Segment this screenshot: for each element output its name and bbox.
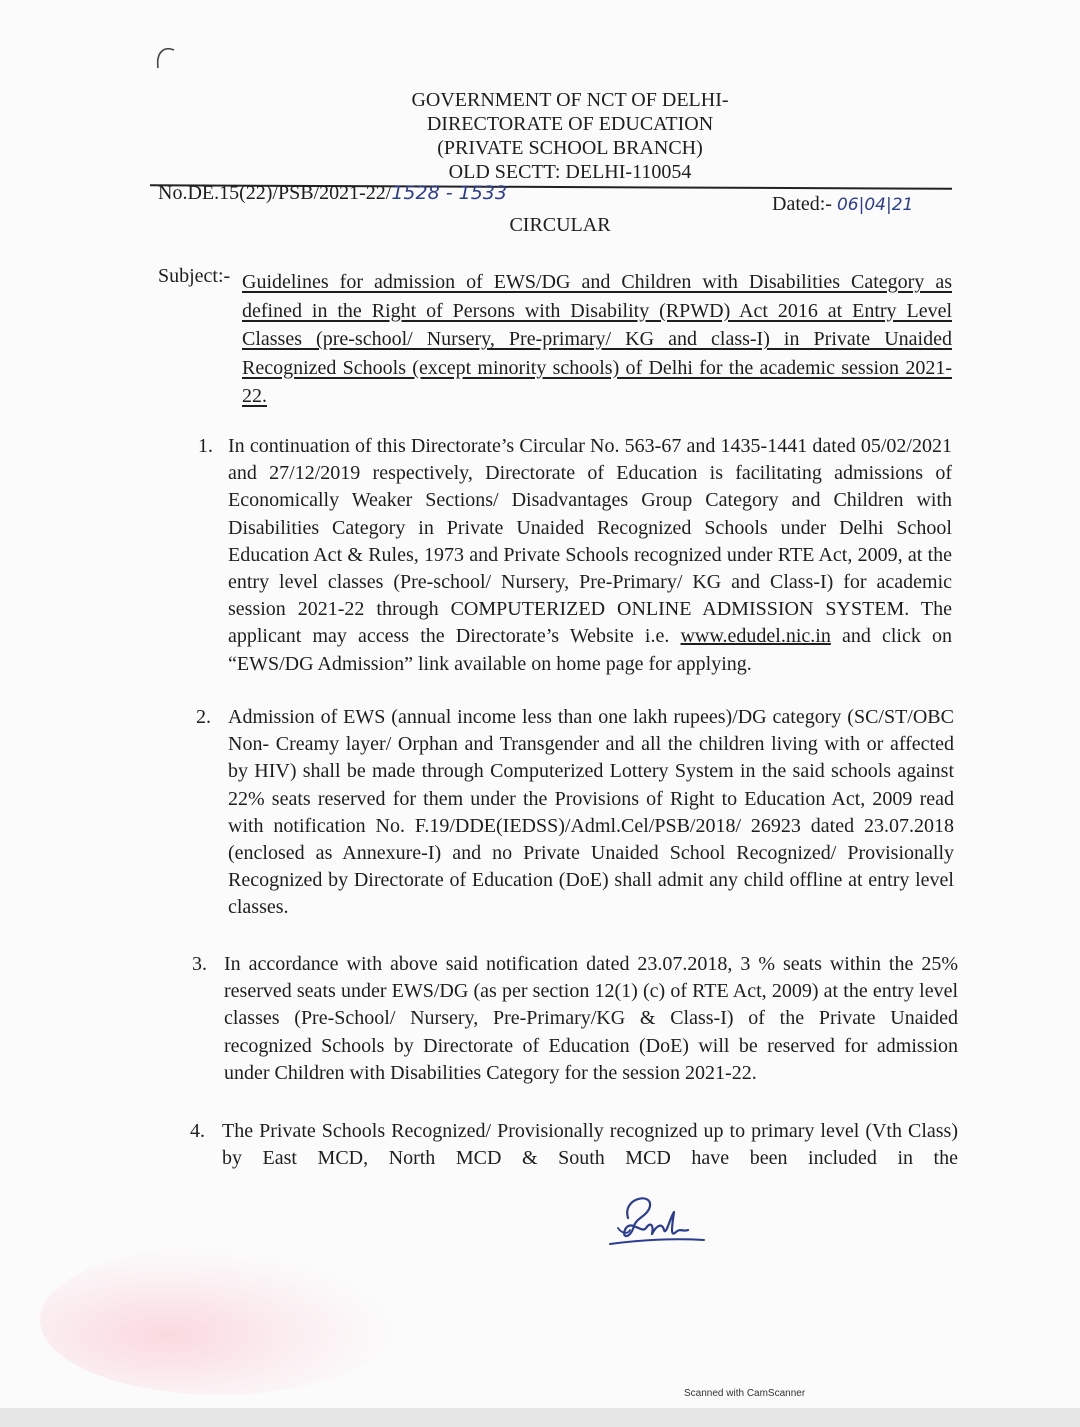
scan-stain bbox=[40, 1245, 400, 1395]
letterhead-address: OLD SECTT: DELHI-110054 bbox=[448, 161, 692, 183]
paragraph-number: 1. bbox=[198, 435, 213, 457]
paragraph-1 bbox=[198, 433, 952, 678]
circular-title: CIRCULAR bbox=[509, 214, 611, 236]
subject-text: Guidelines for admission of EWS/DG and Children with Disabilities Category as defined in the Right of Persons with Disability (RPWD) Act 2016 at Entry Level Classes (pre-school/ Nursery, Pre-primary/ KG and class-I) in Private Unaided Recognized Schools (except minority schools) of Delhi for the academic session 2021-22. bbox=[242, 271, 952, 407]
paragraph-text: In continuation of this Directorate’s Circular No. 563-67 and 1435-1441 dated 05/02/2021 and 27/12/2019 respectively, Directorate of Education is facilitating admissions of Economically Weaker Sections/ Disadvantages Group Category and Children with Disabilities Category in Private Unaided Recognized Schools under Delhi School Education Act & Rules, 1973 and Private Schools recognized under RTE Act, 2009, at the entry level classes (Pre-school/ Nursery, Pre-Primary/ KG and Class-I) for academic session 2021-22 through COMPUTERIZED ONLINE ADMISSION SYSTEM. The applicant may access the Directorate’s Website i.e. bbox=[228, 435, 952, 648]
subject-label: Subject:- bbox=[158, 265, 231, 287]
paragraph-text: The Private Schools Recognized/ Provisionally recognized up to primary level (Vth Class) by East MCD, North MCD & South MCD have been included in the bbox=[222, 1120, 958, 1170]
scanner-watermark: Scanned with CamScanner bbox=[684, 1388, 806, 1399]
paragraph-number: 3. bbox=[192, 953, 207, 975]
reference-number bbox=[158, 182, 507, 205]
paragraph-text: Admission of EWS (annual income less than one lakh rupees)/DG category (SC/ST/OBC Non- Creamy layer/ Orphan and Transgender and all the children living with or affected by HIV) shall be made through Computerized Lottery System in the said schools against 22% seats reserved for them under the Provisions of Right to Education Act, 2009 read with notification No. F.19/DDE(IEDSS)/Adml.Cel/PSB/2018/ 26923 dated 23.07.2018 (enclosed as Annexure-I) and no Private Unaided School Recognized/ Provisionally Recognized by Directorate of Education (DoE) shall admit any child offline at entry level classes. bbox=[228, 706, 954, 919]
paragraph-number: 2. bbox=[196, 706, 211, 728]
paragraph-text-continued: and click on “EWS/DG Admission” link available on home page for applying. bbox=[228, 625, 952, 675]
scan-bottom-edge bbox=[0, 1408, 1080, 1427]
corner-pen-mark bbox=[152, 44, 180, 74]
reference-number-printed: No.DE.15(22)/PSB/2021-22/ bbox=[158, 182, 392, 204]
signature-image bbox=[600, 1188, 710, 1258]
letterhead bbox=[320, 88, 820, 184]
paragraph-4 bbox=[190, 1118, 958, 1172]
date-label: Dated:- bbox=[772, 193, 832, 215]
date-line bbox=[772, 193, 913, 216]
letterhead-directorate: DIRECTORATE OF EDUCATION bbox=[426, 113, 714, 135]
paragraph-number: 4. bbox=[190, 1120, 205, 1142]
date-handwritten: 06|04|21 bbox=[836, 195, 914, 215]
paragraph-3 bbox=[192, 951, 958, 1087]
reference-number-handwritten: 1528 - 1533 bbox=[391, 182, 507, 204]
letterhead-government: GOVERNMENT OF NCT OF DELHI- bbox=[411, 89, 729, 111]
paragraph-text: In accordance with above said notification dated 23.07.2018, 3 % seats within the 25% reserved seats under EWS/DG (as per section 12(1) (c) of RTE Act, 2009) at the entry level classes (Pre-School/ Nursery, Pre-Primary/KG & Class-I) of the Private Unaided recognized Schools by Directorate of Education (DoE) will be reserved for admission under Children with Disabilities Category for the session 2021-22. bbox=[224, 953, 958, 1084]
paragraph-2 bbox=[196, 704, 954, 922]
letterhead-branch: (PRIVATE SCHOOL BRANCH) bbox=[437, 137, 703, 159]
website-link[interactable]: www.edudel.nic.in bbox=[680, 625, 831, 648]
